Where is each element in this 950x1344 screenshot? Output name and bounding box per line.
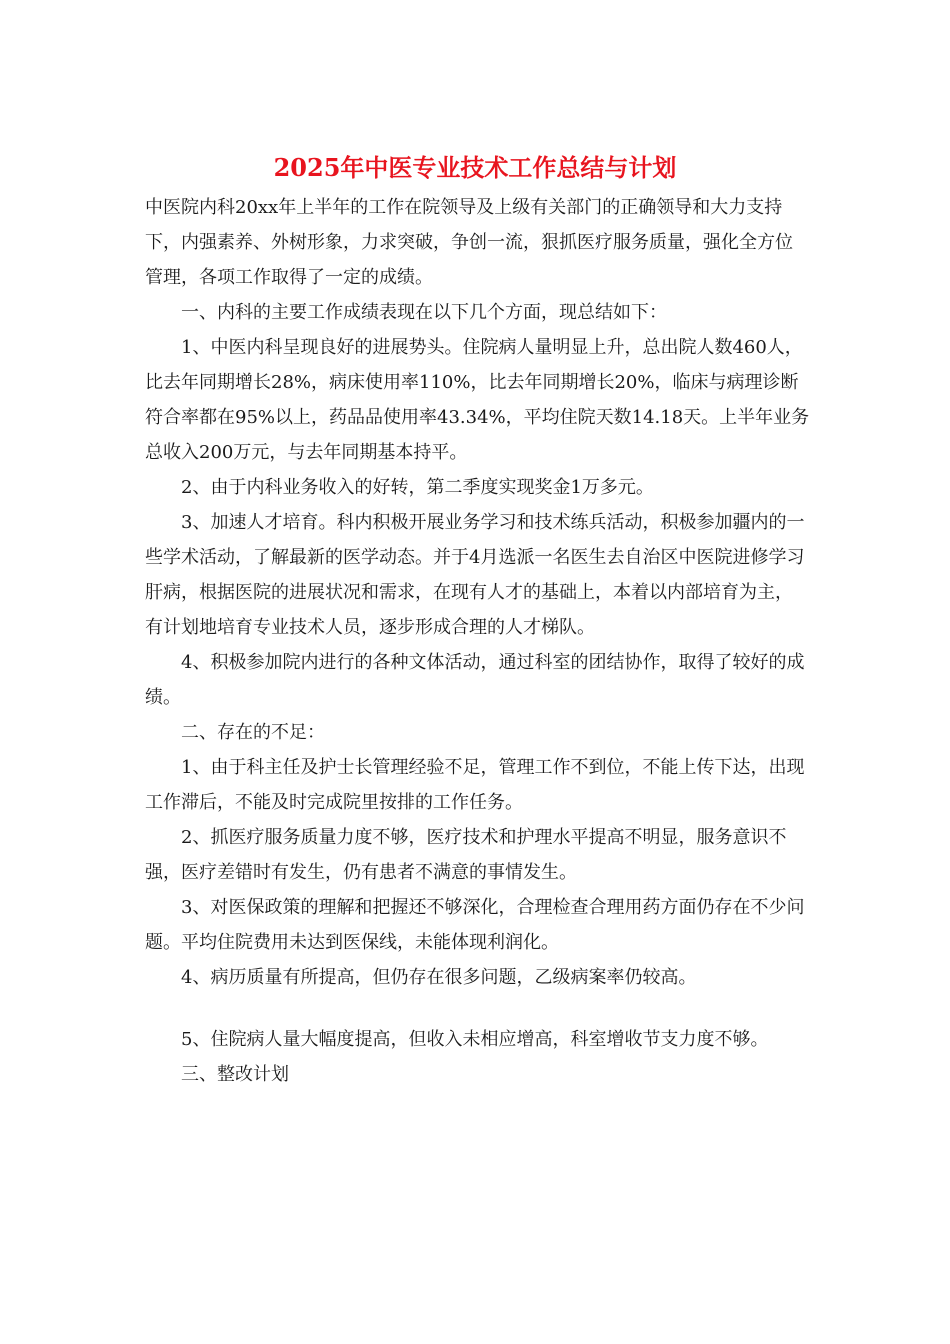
shortcoming-item-4: 4、病历质量有所提高，但仍存在很多问题，乙级病案率仍较高。	[181, 967, 697, 988]
shortcoming-item-2: 2、抓医疗服务质量力度不够，医疗技术和护理水平提高不明显，服务意识不强，医疗差错时有发生，仍有患者不满意的事情发生。	[145, 827, 787, 883]
achievement-item-1: 1、中医内科呈现良好的进展势头。住院病人量明显上升，总出院人数460人，比去年同期增长28%，病床使用率110%，比去年同期增长20%，临床与病理诊断符合率都在95%以上，药品品使用率43.34%，平均住院天数14.18天。上半年业务总收入200万元，与去年同期基本持平。	[145, 337, 810, 463]
shortcoming-item-1: 1、由于科主任及护士长管理经验不足，管理工作不到位，不能上传下达，出现工作滞后，不能及时完成院里按排的工作任务。	[145, 757, 805, 813]
achievement-item-2: 2、由于内科业务收入的好转，第二季度实现奖金1万多元。	[181, 477, 654, 498]
achievement-item-3: 3、加速人才培育。科内积极开展业务学习和技术练兵活动，积极参加疆内的一些学术活动，了解最新的医学动态。并于4月选派一名医生去自治区中医院进修学习肝病，根据医院的进展状况和需求，在现有人才的基础上，本着以内部培育为主，有计划地培育专业技术人员，逐步形成合理的人才梯队。	[145, 512, 805, 638]
achievement-item-4: 4、积极参加院内进行的各种文体活动，通过科室的团结协作，取得了较好的成绩。	[145, 652, 805, 708]
section-heading-plan: 三、整改计划	[181, 1064, 289, 1085]
section-heading-shortcomings: 二、存在的不足：	[181, 722, 325, 743]
shortcoming-item-5: 5、住院病人量大幅度提高，但收入未相应增高，科室增收节支力度不够。	[181, 1029, 769, 1050]
shortcoming-item-3: 3、对医保政策的理解和把握还不够深化，合理检查合理用药方面仍存在不少问题。平均住院费用未达到医保线，未能体现利润化。	[145, 897, 805, 953]
document-title: 2025年中医专业技术工作总结与计划	[273, 153, 677, 182]
section-heading-achievements: 一、内科的主要工作成绩表现在以下几个方面，现总结如下：	[181, 302, 667, 323]
intro-paragraph: 中医院内科20xx年上半年的工作在院领导及上级有关部门的正确领导和大力支持下，内强素养、外树形象，力求突破，争创一流，狠抓医疗服务质量，强化全方位管理，各项工作取得了一定的成绩。	[145, 197, 793, 288]
document-body	[145, 190, 810, 1092]
